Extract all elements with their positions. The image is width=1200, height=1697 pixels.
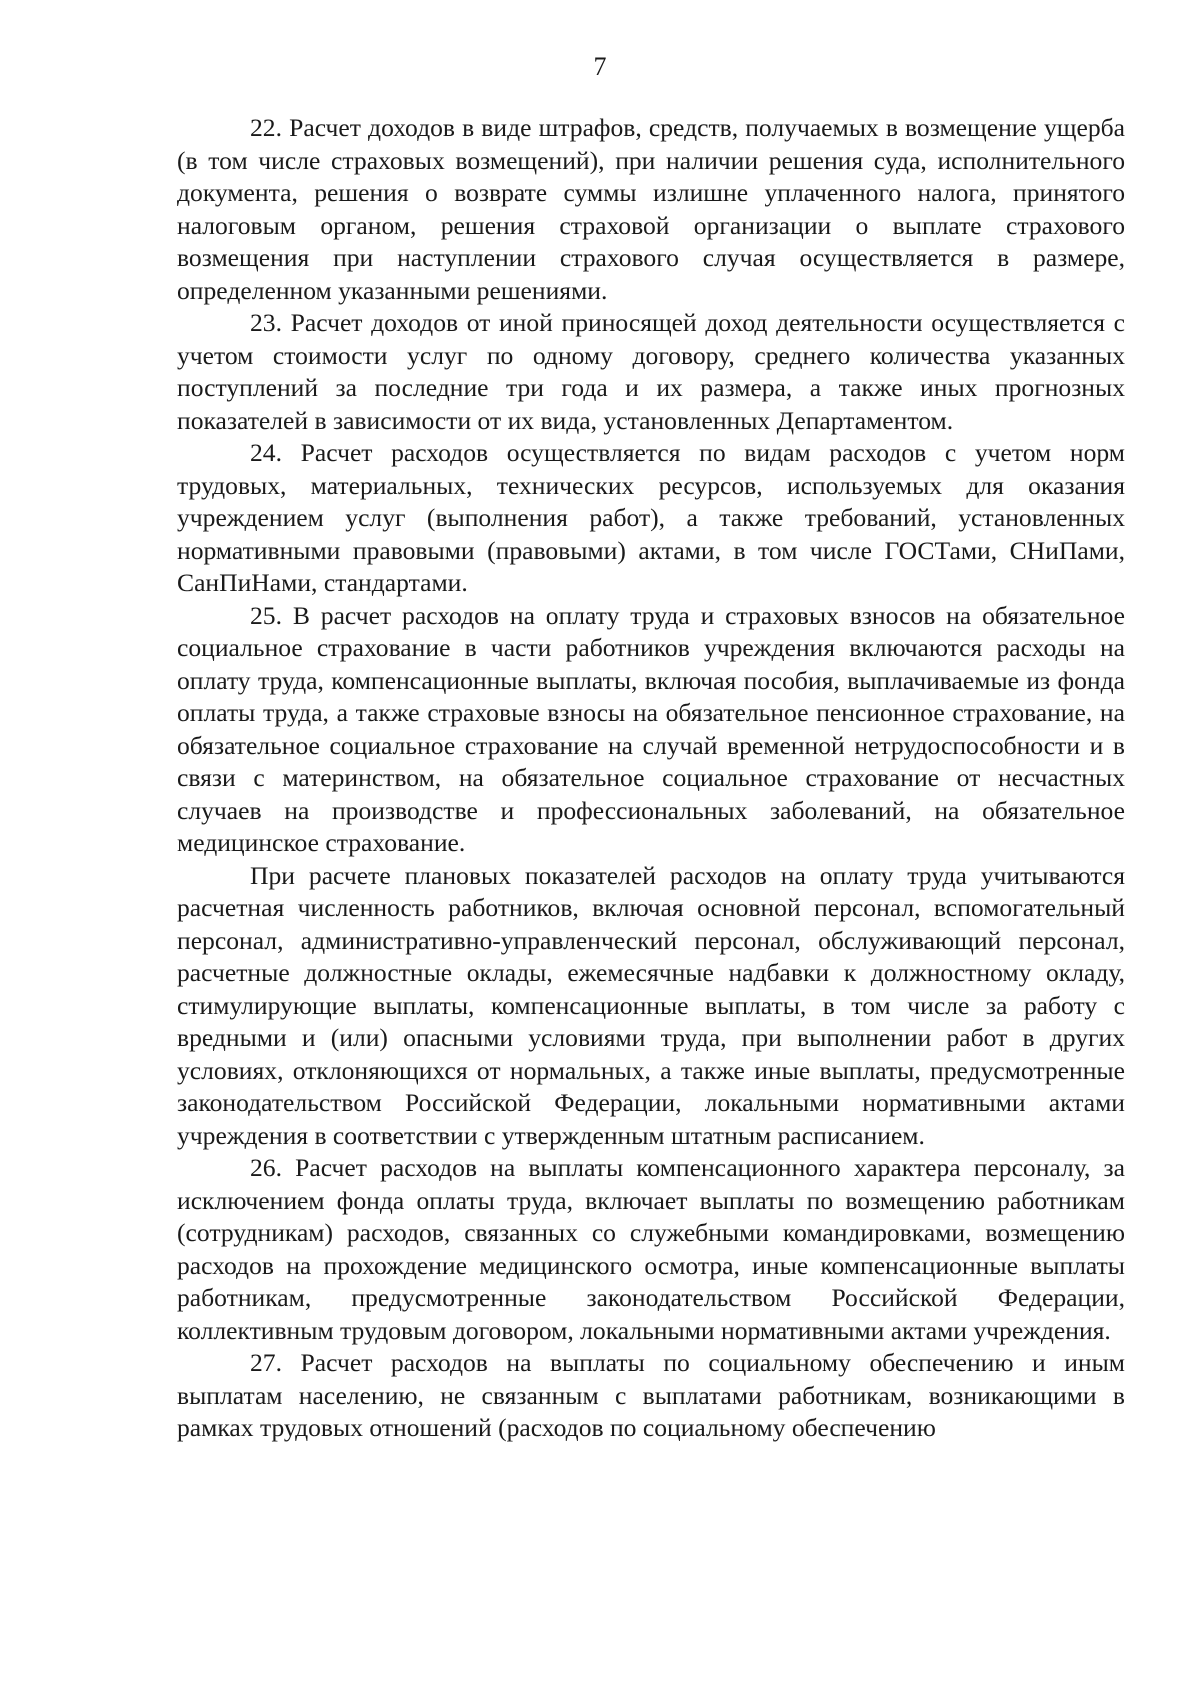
- paragraph-26: 26. Расчет расходов на выплаты компенсационного характера персоналу, за исключением фонда оплаты труда, включает выплаты по возмещению работникам (сотрудникам) расходов, связанных со служебными командировками, возмещению расходов на прохождение медицинского осмотра, иные компенсационные выплаты работникам, предусмотренные законодательством Российской Федерации, коллективным трудовым договором, локальными нормативными актами учреждения.: [177, 1153, 1125, 1345]
- document-body: [177, 112, 1125, 1445]
- paragraph-24: 24. Расчет расходов осуществляется по видам расходов с учетом норм трудовых, материальных, технических ресурсов, используемых для оказания учреждением услуг (выполнения работ), а также требований, установленных нормативными правовыми (правовыми) актами, в том числе ГОСТами, СНиПами, СанПиНами, стандартами.: [177, 438, 1125, 597]
- paragraph-22: 22. Расчет доходов в виде штрафов, средств, получаемых в возмещение ущерба (в том числе страховых возмещений), при наличии решения суда, исполнительного документа, решения о возврате суммы излишне уплаченного налога, принятого налоговым органом, решения страховой организации о выплате страхового возмещения при наступлении страхового случая осуществляется в размере, определенном указанными решениями.: [177, 113, 1125, 305]
- paragraph-25-continued: При расчете плановых показателей расходов на оплату труда учитываются расчетная численность работников, включая основной персонал, вспомогательный персонал, административно-управленческий персонал, обслуживающий персонал, расчетные должностные оклады, ежемесячные надбавки к должностному окладу, стимулирующие выплаты, компенсационные выплаты, в том числе за работу с вредными и (или) опасными условиями труда, при выполнении работ в других условиях, отклоняющихся от нормальных, а также иные выплаты, предусмотренные законодательством Российской Федерации, локальными нормативными актами учреждения в соответствии с утвержденным штатным расписанием.: [177, 860, 1125, 1150]
- paragraph-25: 25. В расчет расходов на оплату труда и страховых взносов на обязательное социальное страхование в части работников учреждения включаются расходы на оплату труда, компенсационные выплаты, включая пособия, выплачиваемые из фонда оплаты труда, а также страховые взносы на обязательное пенсионное страхование, на обязательное социальное страхование на случай временной нетрудоспособности и в связи с материнством, на обязательное социальное страхование от несчастных случаев на производстве и профессиональных заболеваний, на обязательное медицинское страхование.: [177, 600, 1125, 857]
- paragraph-23: 23. Расчет доходов от иной приносящей доход деятельности осуществляется с учетом стоимости услуг по одному договору, среднего количества указанных поступлений за последние три года и их размера, а также иных прогнозных показателей в зависимости от их вида, установленных Департаментом.: [177, 308, 1125, 435]
- page-number: 7: [593, 52, 607, 81]
- paragraph-27: 27. Расчет расходов на выплаты по социальному обеспечению и иным выплатам населению, не связанным с выплатами работникам, возникающими в рамках трудовых отношений (расходов по социальному обеспечению: [177, 1348, 1125, 1442]
